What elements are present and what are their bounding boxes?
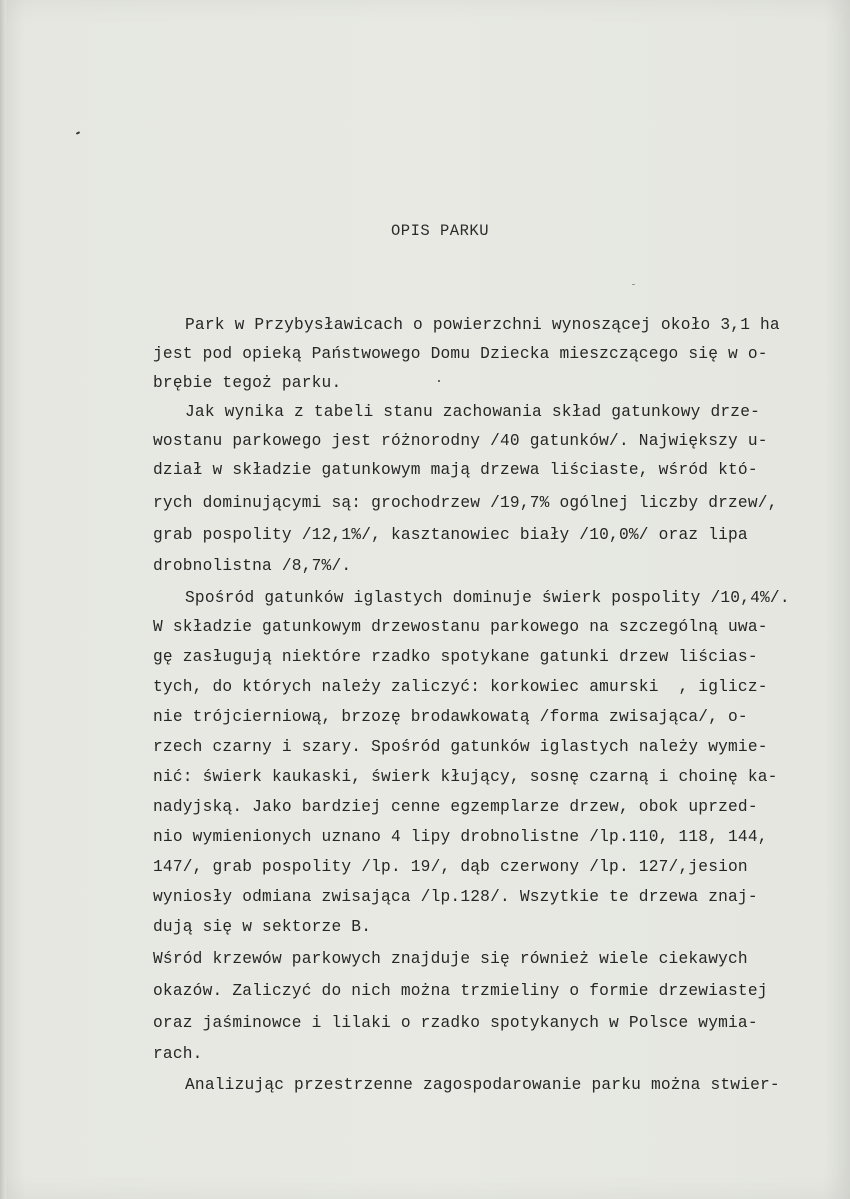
text-line: gę zasługują niektóre rzadko spotykane gatunki drzew liścias- [153, 648, 758, 666]
text-line: Analizując przestrzenne zagospodarowanie parku można stwier- [185, 1076, 780, 1094]
text-line: wyniosły odmiana zwisająca /lp.128/. Wszytkie te drzewa znaj- [153, 888, 758, 906]
text-line: W składzie gatunkowym drzewostanu parkowego na szczególną uwa- [153, 618, 768, 636]
text-line: Park w Przybysławicach o powierzchni wynoszącej około 3,1 ha [185, 316, 780, 334]
text-line: jest pod opieką Państwowego Domu Dziecka mieszczącego się w o- [153, 345, 768, 363]
text-line: okazów. Zaliczyć do nich można trzmieliny o formie drzewiastej [153, 982, 768, 1000]
text-line: nadyjską. Jako bardziej cenne egzemplarze drzew, obok uprzed- [153, 798, 758, 816]
text-line: nie trójcierniową, brzozę brodawkowatą /forma zwisająca/, o- [153, 708, 748, 726]
text-line: dział w składzie gatunkowym mają drzewa liściaste, wśród któ- [153, 461, 758, 479]
text-line: Spośród gatunków iglastych dominuje świerk pospolity /10,4%/. [185, 589, 790, 607]
text-line: brębie tegoż parku. [153, 374, 342, 392]
text-line: grab pospolity /12,1%/, kasztanowiec biały /10,0%/ oraz lipa [153, 526, 748, 544]
text-line: 147/, grab pospolity /lp. 19/, dąb czerwony /lp. 127/,jesion [153, 858, 748, 876]
text-line: nić: świerk kaukaski, świerk kłujący, sosnę czarną i choinę ka- [153, 768, 778, 786]
text-line: oraz jaśminowce i lilaki o rzadko spotykanych w Polsce wymia- [153, 1014, 758, 1032]
text-line: nio wymienionych uznano 4 lipy drobnolistne /lp.110, 118, 144, [153, 828, 768, 846]
text-line: Jak wynika z tabeli stanu zachowania skład gatunkowy drze- [185, 403, 761, 421]
ink-speck [632, 284, 635, 285]
page-title: OPIS PARKU [390, 222, 489, 240]
text-line: Wśród krzewów parkowych znajduje się również wiele ciekawych [153, 950, 748, 968]
text-line: dują się w sektorze B. [153, 918, 372, 936]
text-line: tych, do których należy zaliczyć: korkowiec amurski , iglicz- [153, 678, 768, 696]
text-line: drobnolistna /8,7%/. [153, 557, 352, 575]
ink-speck [438, 380, 440, 382]
text-line: rach. [153, 1045, 203, 1063]
page-edge-shadow [0, 0, 6, 1199]
ink-speck [76, 131, 80, 135]
text-line: rzech czarny i szary. Spośród gatunków iglastych należy wymie- [153, 738, 768, 756]
text-line: rych dominującymi są: grochodrzew /19,7% ogólnej liczby drzew/, [153, 494, 778, 512]
text-line: wostanu parkowego jest różnorodny /40 gatunków/. Największy u- [153, 432, 768, 450]
